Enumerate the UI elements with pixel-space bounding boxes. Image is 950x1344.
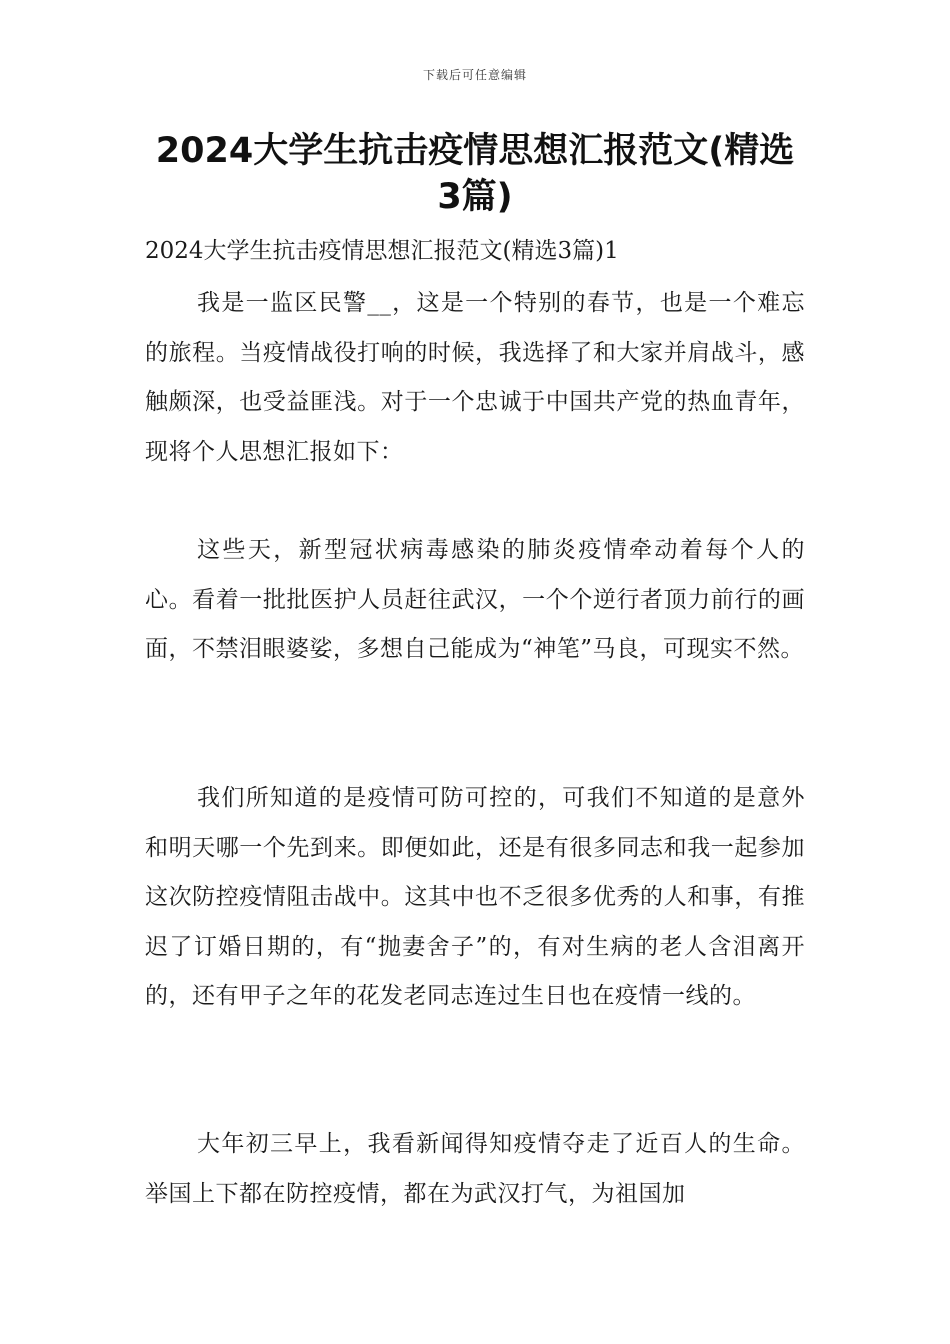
paragraph-2: 这些天，新型冠状病毒感染的肺炎疫情牵动着每个人的心。看着一批批医护人员赶往武汉，一个个逆行者顶力前行的画面，不禁泪眼婆娑，多想自己能成为“神笔”马良，可现实不然。: [145, 537, 805, 662]
paragraph-4: 大年初三早上，我看新闻得知疫情夺走了近百人的生命。举国上下都在防控疫情，都在为武汉打气，为祖国加: [145, 1131, 805, 1207]
paragraph-3: 我们所知道的是疫情可防可控的，可我们不知道的是意外和明天哪一个先到来。即便如此，还是有很多同志和我一起参加这次防控疫情阻击战中。这其中也不乏很多优秀的人和事，有推迟了订婚日期的，有“抛妻舍子”的，有对生病的老人含泪离开的，还有甲子之年的花发老同志连过生日也在疫情一线的。: [145, 785, 805, 1009]
document-title: 2024大学生抗击疫情思想汇报范文(精选3篇): [155, 131, 795, 217]
paragraph-1: 我是一监区民警__，这是一个特别的春节，也是一个难忘的旅程。当疫情战役打响的时候，我选择了和大家并肩战斗，感触颇深，也受益匪浅。对于一个忠诚于中国共产党的热血青年，现将个人思想汇报如下：: [145, 290, 805, 465]
page-header-note: 下载后可任意编辑: [422, 68, 527, 82]
document-subtitle: 2024大学生抗击疫情思想汇报范文(精选3篇)1: [145, 238, 619, 264]
